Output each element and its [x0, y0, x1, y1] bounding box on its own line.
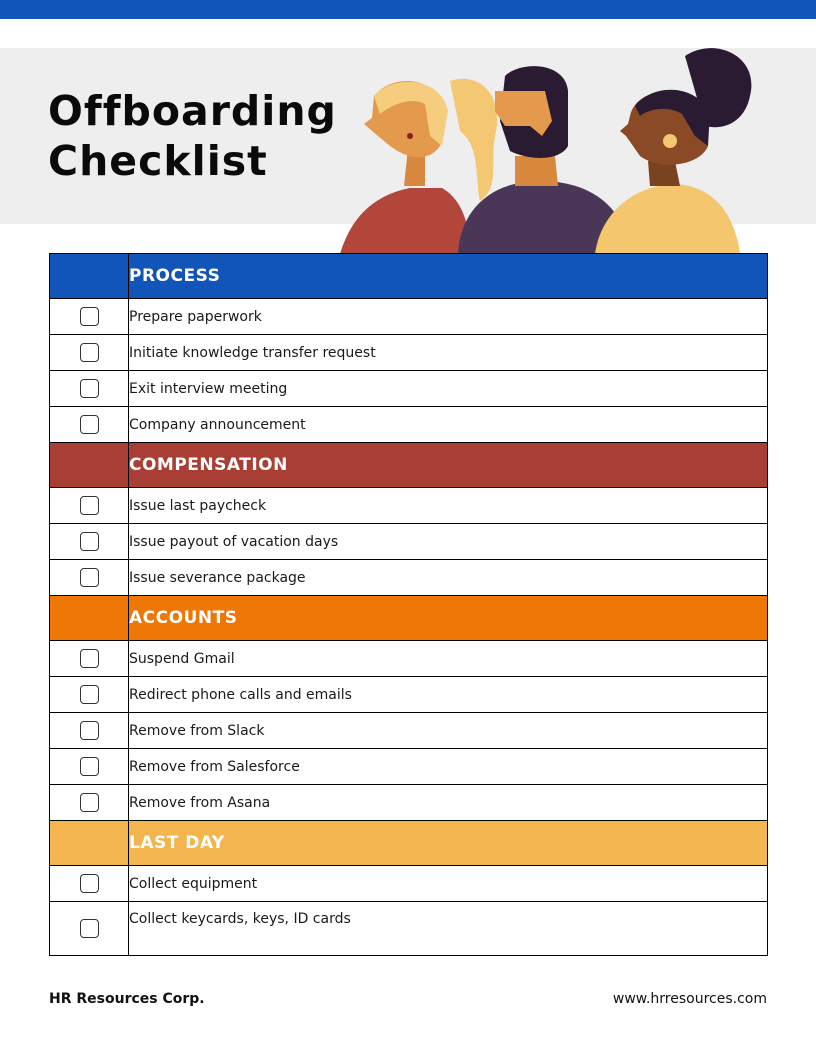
checkbox[interactable]	[80, 307, 99, 326]
checklist-item	[50, 488, 768, 524]
item-label: Company announcement	[129, 407, 768, 443]
section-header-compensation	[50, 443, 768, 488]
section-spacer	[50, 254, 129, 299]
checklist-item	[50, 560, 768, 596]
item-label: Exit interview meeting	[129, 371, 768, 407]
checkbox[interactable]	[80, 343, 99, 362]
checkbox[interactable]	[80, 379, 99, 398]
item-label: Prepare paperwork	[129, 299, 768, 335]
checklist-item	[50, 299, 768, 335]
checklist-item	[50, 785, 768, 821]
checkbox[interactable]	[80, 649, 99, 668]
checkbox[interactable]	[80, 721, 99, 740]
item-label: Issue severance package	[129, 560, 768, 596]
checkbox[interactable]	[80, 415, 99, 434]
item-label: Initiate knowledge transfer request	[129, 335, 768, 371]
top-accent-bar	[0, 0, 816, 19]
website-link[interactable]: www.hrresources.com	[612, 991, 767, 1007]
checkbox[interactable]	[80, 532, 99, 551]
section-spacer	[50, 443, 129, 488]
checkbox[interactable]	[80, 757, 99, 776]
item-label: Issue last paycheck	[129, 488, 768, 524]
section-header-process	[50, 254, 768, 299]
item-label: Remove from Salesforce	[129, 749, 768, 785]
checklist-item	[50, 866, 768, 902]
section-header-last-day	[50, 821, 768, 866]
item-label: Collect keycards, keys, ID cards	[129, 902, 768, 956]
checklist-item	[50, 713, 768, 749]
checkbox[interactable]	[80, 874, 99, 893]
checklist-item	[50, 407, 768, 443]
offboarding-checklist-table	[49, 253, 768, 956]
section-title: PROCESS	[129, 254, 768, 299]
checklist-item	[50, 902, 768, 956]
company-name: HR Resources Corp.	[49, 991, 205, 1007]
checkbox[interactable]	[80, 919, 99, 938]
page-title	[48, 86, 337, 186]
checklist-item	[50, 524, 768, 560]
checkbox[interactable]	[80, 568, 99, 587]
checklist-item	[50, 371, 768, 407]
section-title: COMPENSATION	[129, 443, 768, 488]
section-spacer	[50, 821, 129, 866]
item-label: Redirect phone calls and emails	[129, 677, 768, 713]
section-header-accounts	[50, 596, 768, 641]
item-label: Suspend Gmail	[129, 641, 768, 677]
checklist-item	[50, 335, 768, 371]
item-label: Issue payout of vacation days	[129, 524, 768, 560]
checklist-item	[50, 749, 768, 785]
section-title: LAST DAY	[129, 821, 768, 866]
checklist-item	[50, 641, 768, 677]
checklist-item	[50, 677, 768, 713]
item-label: Remove from Asana	[129, 785, 768, 821]
item-label: Remove from Slack	[129, 713, 768, 749]
checkbox[interactable]	[80, 496, 99, 515]
checkbox[interactable]	[80, 685, 99, 704]
title-line-2: Checklist	[48, 137, 268, 185]
checkbox[interactable]	[80, 793, 99, 812]
three-people-illustration-icon	[330, 36, 760, 254]
item-label: Collect equipment	[129, 866, 768, 902]
section-title: ACCOUNTS	[129, 596, 768, 641]
section-spacer	[50, 596, 129, 641]
title-line-1: Offboarding	[48, 87, 337, 135]
